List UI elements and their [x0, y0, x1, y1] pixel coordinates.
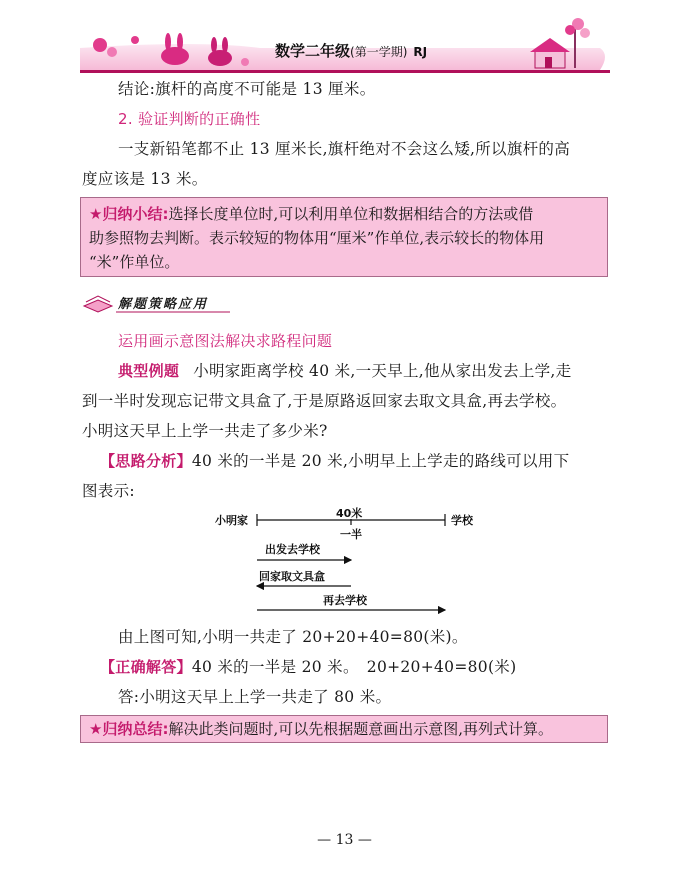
leg2-label: 回家取文具盒: [259, 570, 325, 583]
edition-label: RJ: [413, 45, 428, 59]
leg1-label: 出发去学校: [265, 543, 320, 556]
analysis-label: 【思路分析】: [100, 452, 192, 470]
summary-line2: 助参照物去判断。表示较短的物体用“厘米”作单位,表示较长的物体用: [89, 229, 545, 247]
home-label: 小明家: [215, 514, 248, 527]
book-title: 数学二年级: [275, 42, 351, 60]
summary2-label: ★归纳总结:: [89, 720, 169, 738]
answer-label: 【正确解答】: [100, 658, 192, 676]
route-diagram: [205, 500, 495, 620]
header-title: [275, 40, 427, 61]
term-label: (第一学期): [350, 45, 408, 59]
analysis-text1: 40 米的一半是 20 米,小明早上上学走的路线可以用下: [191, 452, 570, 470]
total-distance-label: 40米: [336, 507, 363, 520]
example-line2: 到一半时发现忘记带文具盒了,于是原路返回家去取文具盒,再去学校。: [82, 392, 567, 410]
summary-line3: “米”作单位。: [89, 253, 180, 271]
section-title: 解题策略应用: [118, 297, 209, 312]
summary-label: ★归纳小结:: [89, 205, 169, 223]
summary-line1: 选择长度单位时,可以利用单位和数据相结合的方法或借: [168, 205, 534, 223]
conclusion-text: 结论:旗杆的高度不可能是 13 厘米。: [118, 80, 376, 98]
step2-heading: 2. 验证判断的正确性: [118, 110, 261, 128]
analysis-line2: 图表示:: [82, 482, 135, 500]
summary2-text: 解决此类问题时,可以先根据题意画出示意图,再列式计算。: [168, 720, 553, 738]
page-number: — 13 —: [317, 832, 372, 848]
diagram-conclusion: 由上图可知,小明一共走了 20+20+40=80(米)。: [118, 628, 468, 646]
example-label: 典型例题: [118, 362, 180, 380]
example-line3: 小明这天早上上学一共走了多少米?: [82, 422, 328, 440]
step2-line1: 一支新铅笔都不止 13 厘米长,旗杆绝对不会这么矮,所以旗杆的高: [118, 140, 571, 158]
school-label: 学校: [451, 514, 473, 527]
example-text1: 小明家距离学校 40 米,一天早上,他从家出发去上学,走: [193, 362, 572, 380]
step2-line2: 度应该是 13 米。: [82, 170, 208, 188]
example-line1: [118, 356, 571, 386]
leg3-label: 再去学校: [323, 594, 367, 607]
topic-heading: 运用画示意图法解决求路程问题: [118, 332, 333, 350]
analysis-line1: [100, 446, 569, 476]
answer-final: 答:小明这天早上上学一共走了 80 米。: [118, 688, 392, 706]
half-label: 一半: [340, 528, 362, 541]
summary2-box: [80, 715, 608, 743]
answer-text: 40 米的一半是 20 米。 20+20+40=80(米): [191, 658, 517, 676]
answer-line: [100, 652, 516, 682]
book-icon: [84, 296, 112, 312]
summary-box: [80, 197, 608, 277]
